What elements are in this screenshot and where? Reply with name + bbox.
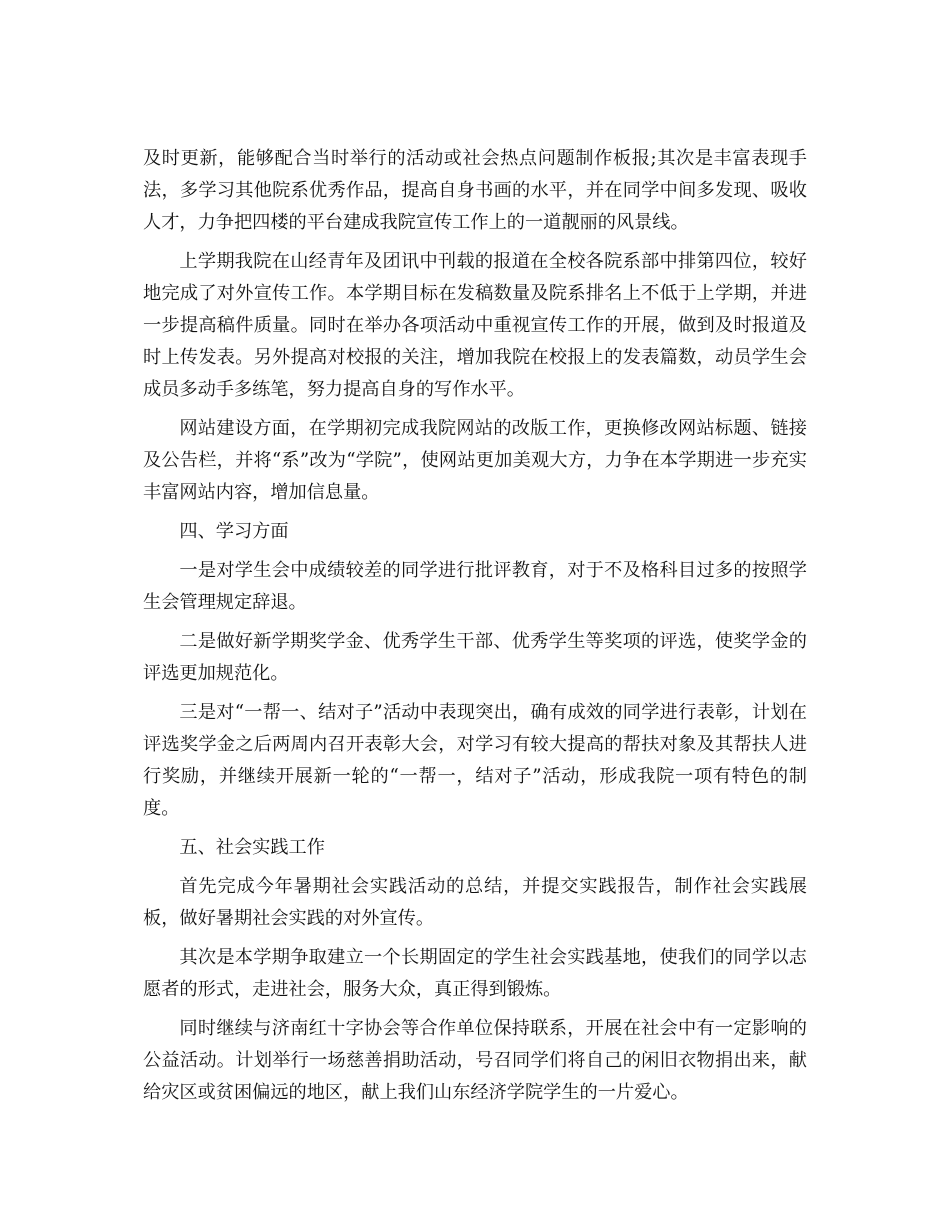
document-page <box>143 143 807 1116</box>
paragraph-study-item-1: 一是对学生会中成绩较差的同学进行批评教育，对于不及格科目过多的按照学生会管理规定辞退。 <box>143 560 807 613</box>
paragraph-board-continuation: 及时更新，能够配合当时举行的活动或社会热点问题制作板报;其次是丰富表现手法，多学习其他院系优秀作品，提高自身书画的水平，并在同学中间多发现、吸收人才，力争把四楼的平台建成我院宣传工作上的一道靓丽的风景线。 <box>143 148 807 233</box>
section-heading-social-practice: 五、社会实践工作 <box>179 837 325 858</box>
paragraph-practice-item-3: 同时继续与济南红十字协会等合作单位保持联系，开展在社会中有一定影响的公益活动。计划举行一场慈善捐助活动，号召同学们将自己的闲旧衣物捐出来，献给灾区或贫困偏远的地区，献上我们山东经济学院学生的一片爱心。 <box>143 1018 807 1103</box>
paragraph-practice-item-2: 其次是本学期争取建立一个长期固定的学生社会实践基地，使我们的同学以志愿者的形式，走进社会，服务大众，真正得到锻炼。 <box>143 947 807 1000</box>
paragraph-practice-item-1: 首先完成今年暑期社会实践活动的总结，并提交实践报告，制作社会实践展板，做好暑期社会实践的对外宣传。 <box>143 876 807 929</box>
paragraph-website-construction: 网站建设方面，在学期初完成我院网站的改版工作，更换修改网站标题、链接及公告栏，并将“系”改为“学院”，使网站更加美观大方，力争在本学期进一步充实丰富网站内容，增加信息量。 <box>143 418 807 503</box>
paragraph-study-item-2: 二是做好新学期奖学金、优秀学生干部、优秀学生等奖项的评选，使奖学金的评选更加规范化。 <box>143 631 807 684</box>
paragraph-study-item-3: 三是对“一帮一、结对子”活动中表现突出，确有成效的同学进行表彰，计划在评选奖学金之后两周内召开表彰大会，对学习有较大提高的帮扶对象及其帮扶人进行奖励，并继续开展新一轮的“一帮一，结对子”活动，形成我院一项有特色的制度。 <box>143 702 807 819</box>
section-heading-study: 四、学习方面 <box>179 521 289 542</box>
paragraph-external-publicity: 上学期我院在山经青年及团讯中刊载的报道在全校各院系部中排第四位，较好地完成了对外宣传工作。本学期目标在发稿数量及院系排名上不低于上学期，并进一步提高稿件质量。同时在举办各项活动中重视宣传工作的开展，做到及时报道及时上传发表。另外提高对校报的关注，增加我院在校报上的发表篇数，动员学生会成员多动手多练笔，努力提高自身的写作水平。 <box>143 251 807 400</box>
